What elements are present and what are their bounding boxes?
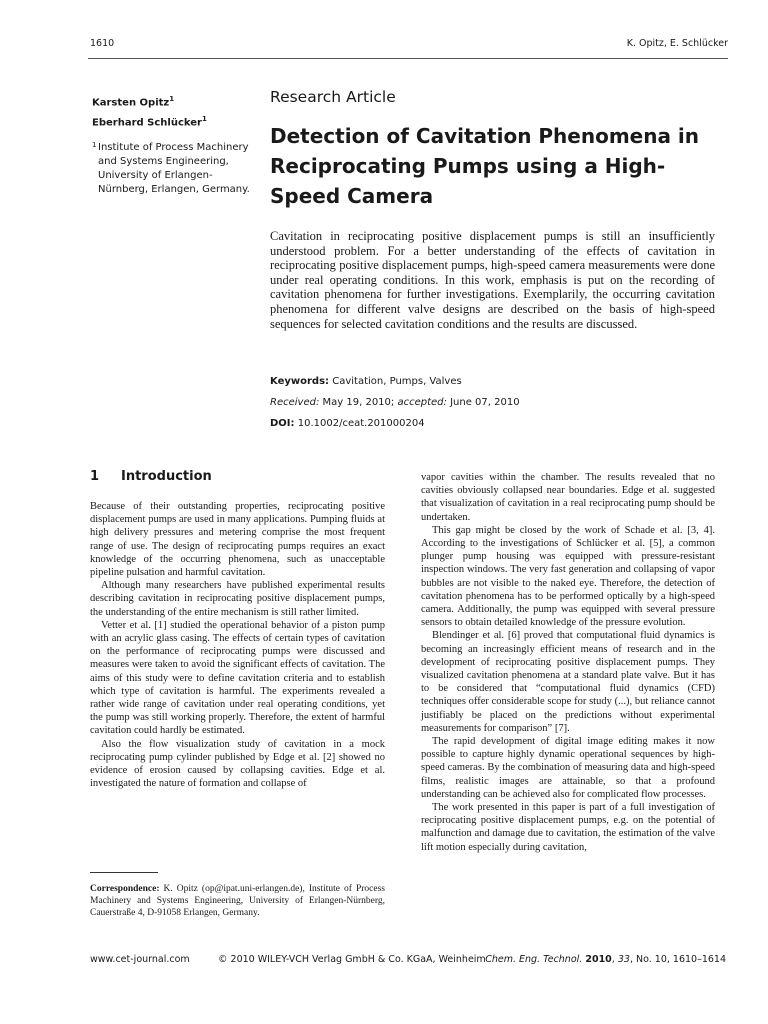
- footnote-rule: [90, 872, 158, 873]
- correspondence-note: Correspondence: K. Opitz (op@ipat.uni-erlangen.de), Institute of Process Machinery and Systems Engineering, University of Erlangen-Nürnberg, Cauerstraße 4, D-91058 Erlangen, Germany.: [90, 884, 385, 918]
- journal-website-link[interactable]: www.cet-journal.com: [90, 954, 190, 965]
- author-name: Eberhard Schlücker$^1$: [92, 115, 207, 129]
- page-number: 1610: [90, 38, 115, 49]
- doi[interactable]: DOI: 10.1002/ceat.201000204: [270, 418, 425, 429]
- author-list: [92, 91, 262, 132]
- paragraph: This gap might be closed by the work of Schade et al. [3, 4]. According to the investigations of Schlücker et al. [5], a common plunger pump housing was equipped with pressure-resistant inspection windows. The very fast generation and collapsing of vapor bubbles are not visible to the naked eye. Therefore, the detection of cavitation phenomena has to be performed optically by a high-speed camera. Additionally, the pump was equipped with several pressure sensors to obtain detailed knowledge of the pressure evolution.: [421, 524, 715, 629]
- paragraph: Because of their outstanding properties, reciprocating positive displacement pumps are used in many applications. Pumping fluids at high delivery pressures and metering comprise the most frequent range of use. The design of reciprocating pumps requires an exact knowledge of the occurring phenomena, such as unacceptable pipeline pulsation and harmful cavitation.: [90, 501, 385, 579]
- paragraph: Blendinger et al. [6] proved that computational fluid dynamics is becoming an increasingly efficient means of research and in the development of reciprocating positive displacement pumps. They visualized cavitation phenomena at a standard plate valve. But it has to be considered that “computational fluid dynamics (CFD) techniques offer considerable scope for study (...), but reliance cannot justifiably be placed on the predictions without experimental measurements for comparison” [7].: [421, 630, 715, 734]
- section-heading: 1 Introduction: [90, 469, 212, 484]
- paragraph: The work presented in this paper is part of a full investigation of reciprocating positive displacement pumps, e.g. on the potential of malfunction and damage due to cavitation, the estimation of the valve lift motion especially during cavitation,: [421, 802, 715, 853]
- right-column: [421, 471, 715, 854]
- paragraph: vapor cavities within the chamber. The results revealed that no cavities obviously collapsed near boundaries. Edge et al. suggested that visualization of cavitation in a real reciprocating pump should be undertaken.: [421, 472, 715, 523]
- paragraph: Also the flow visualization study of cavitation in a mock reciprocating pump cylinder published by Edge et al. [2] showed no evidence of erosion caused by collapsing cavities. Edge et al. investigated the nature of formation and collapse of: [90, 738, 385, 790]
- paragraph: Vetter et al. [1] studied the operational behavior of a piston pump with an acrylic glass casing. The effects of certain types of cavitation on the performance of reciprocating pumps were discussed and measures were taken to avoid the significant effects of cavitation. The aims of this study were to define cavitation criteria and to establish which type of cavitation is harmful. The experiments revealed a rather wide range of cavitation under real operating conditions, yet the pump was still working properly. Therefore, the extent of harmful cavitation could hardly be estimated.: [90, 619, 385, 737]
- author-affiliation: 1 Institute of Process Machinery and Systems Engineering, University of Erlangen-Nürnberg, Erlangen, Germany.: [92, 141, 250, 195]
- journal-citation: Chem. Eng. Technol. 2010, 33, No. 10, 1610–1614: [485, 954, 726, 965]
- article-dates: Received: May 19, 2010; accepted: June 07, 2010: [270, 397, 520, 408]
- article-title: Detection of Cavitation Phenomena in Reciprocating Pumps using a High-Speed Camera: [270, 124, 700, 208]
- abstract: Cavitation in reciprocating positive displacement pumps is still an insufficiently understood problem. For a better understanding of the effects of cavitation in reciprocating positive displacement pumps, high-speed camera measurements were done under real operating conditions. In this work, emphasis is put on the recording of cavitation phenomena for further investigations. Exemplarily, the occurring cavitation phenomena for different valve designs are described on the basis of high-speed sequences for selected cavitation conditions and the results are discussed.: [270, 229, 715, 331]
- paragraph: Although many researchers have published experimental results describing cavitation in reciprocating positive displacement pumps, the understanding of the entire mechanism is still rather limited.: [90, 580, 385, 618]
- running-head-authors: K. Opitz, E. Schlücker: [626, 38, 728, 49]
- copyright-notice: © 2010 WILEY-VCH Verlag GmbH & Co. KGaA, Weinheim: [218, 954, 486, 965]
- article-type: Research Article: [270, 88, 396, 106]
- header-rule: [88, 58, 728, 59]
- keywords: Keywords: Cavitation, Pumps, Valves: [270, 376, 462, 387]
- paragraph: The rapid development of digital image editing makes it now possible to capture highly dynamic operational sequences by high-speed cameras. By the combination of measuring data and high-speed films, realistic images are attainable, so that a profound understanding can be achieved also for complicated flow processes.: [421, 736, 715, 800]
- left-column: [90, 500, 385, 790]
- author-name: Karsten Opitz$^1$: [92, 95, 175, 109]
